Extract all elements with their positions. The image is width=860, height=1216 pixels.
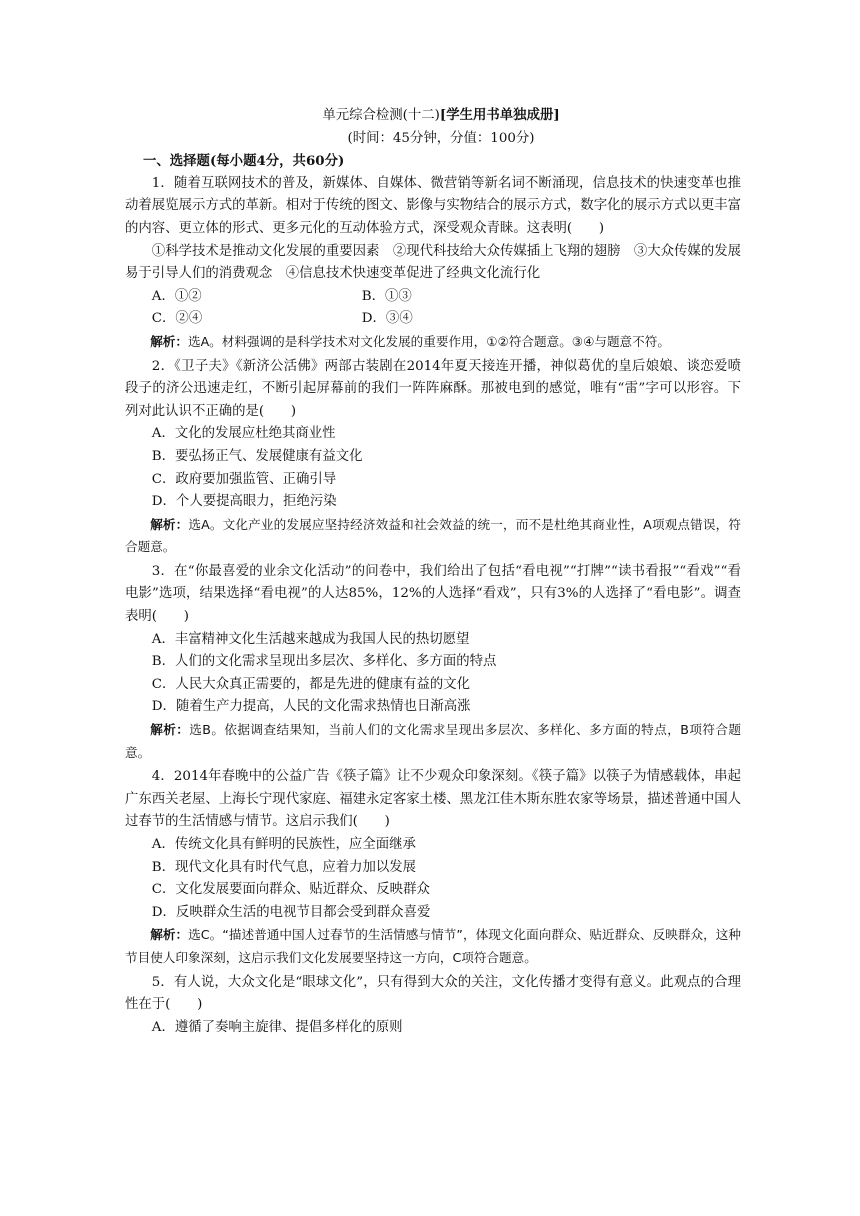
- answer-text: 选A。材料强调的是科学技术对文化发展的重要作用，①②符合题意。③④与题意不符。: [187, 333, 670, 349]
- option-d: D．随着生产力提高，人民的文化需求热情也日渐高涨: [151, 699, 471, 715]
- option-b: B．①③: [361, 288, 412, 304]
- option-c: C．政府要加强监管、正确引导: [151, 471, 337, 487]
- document-body: [125, 104, 741, 1039]
- option-a: A．①②: [151, 288, 202, 304]
- title-main: 单元综合检测(十二): [322, 108, 440, 123]
- question-1-options-row-2: [125, 308, 741, 331]
- question-4-answer: [125, 924, 741, 969]
- question-1-answer: [125, 331, 741, 354]
- title-edition-note: [学生用书单独成册]: [439, 107, 560, 123]
- question-3-answer: [125, 719, 741, 764]
- answer-text: 选B。依据调查结果知，当前人们的文化需求呈现出多层次、多样化、多方面的特点，B项符合题意。: [125, 722, 742, 760]
- option-d: D．反映群众生活的电视节目都会受到群众喜爱: [151, 904, 431, 920]
- answer-label: 解析：: [150, 927, 189, 943]
- question-2-stem: 2．《卫子夫》《新济公活佛》两部古装剧在2014年夏天接连开播，神似葛优的皇后娘娘、谈恋爱喷段子的济公迅速走红，不断引起屏幕前的我们一阵阵麻酥。那被电到的感觉，唯有“雷”字可以形容。下列对此认识不正确的是( ): [125, 358, 741, 419]
- option-b: B．要弘扬正气、发展健康有益文化: [151, 448, 363, 464]
- question-1-options-row-1: [125, 286, 741, 309]
- page-title: [125, 104, 741, 128]
- question-3-stem: 3．在“你最喜爱的业余文化活动”的问卷中，我们给出了包括“看电视”“打牌”“读书看报”“看戏”“看电影”选项，结果选择“看电视”的人达85%，12%的人选择“看戏”，只有3%的人选择了“看电影”。调查表明( ): [125, 563, 741, 625]
- option-c: C．文化发展要面向群众、贴近群众、反映群众: [151, 882, 430, 898]
- answer-text: 选A。文化产业的发展应坚持经济效益和社会效益的统一，而不是杜绝其商业性，A项观点错误，符合题意。: [125, 516, 742, 555]
- page-subtitle: (时间：45分钟，分值：100分): [347, 130, 535, 146]
- section-heading: 一、选择题(每小题4分，共60分): [143, 153, 345, 170]
- option-a: A．传统文化具有鲜明的民族性，应全面继承: [151, 837, 416, 852]
- answer-label: 解析：: [150, 333, 188, 349]
- option-c: C．②④: [151, 311, 203, 327]
- option-b: B．现代文化具有时代气息，应着力加以发展: [151, 859, 417, 875]
- answer-text: 选C。“描述普通中国人过春节的生活情感与情节”，体现文化面向群众、贴近群众、反映群众，这种节目使人印象深刻，这启示我们文化发展要坚持这一方向，C项符合题意。: [125, 927, 742, 965]
- option-d: D．个人要提高眼力，拒绝污染: [151, 494, 337, 510]
- answer-label: 解析：: [150, 516, 189, 532]
- option-d: D．③④: [361, 311, 413, 327]
- option-c: C．人民大众真正需要的，都是先进的健康有益的文化: [151, 676, 471, 692]
- answer-label: 解析：: [150, 722, 190, 738]
- question-1-statements: ①科学技术是推动文化发展的重要因素 ②现代科技给大众传媒插上飞翔的翅膀 ③大众传媒的发展易于引导人们的消费观念 ④信息技术快速变革促进了经典文化流行化: [125, 243, 741, 282]
- option-a: A．丰富精神文化生活越来越成为我国人民的热切愿望: [151, 631, 470, 647]
- question-4-stem: 4．2014年春晚中的公益广告《筷子篇》让不少观众印象深刻。《筷子篇》以筷子为情感载体，串起广东西关老屋、上海长宁现代家庭、福建永定客家土楼、黑龙江佳木斯东胜农家等场景，描述普通中国人过春节的生活情感与情节。这启示我们( ): [125, 769, 741, 830]
- option-a: A．文化的发展应杜绝其商业性: [151, 426, 336, 442]
- option-b: B．人们的文化需求呈现出多层次、多样化、多方面的特点: [151, 654, 497, 670]
- question-5-stem: 5．有人说，大众文化是“眼球文化”，只有得到大众的关注，文化传播才变得有意义。此观点的合理性在于( ): [125, 974, 741, 1013]
- question-2-answer: [125, 514, 741, 559]
- question-1-stem: 1．随着互联网技术的普及，新媒体、自媒体、微营销等新名词不断涌现，信息技术的快速变革也推动着展览展示方式的革新。相对于传统的图文、影像与实物结合的展示方式，数字化的展示方式以更丰富的内容、更立体的形式、更多元化的互动体验方式，深受观众青睐。这表明( ): [125, 175, 741, 236]
- option-a: A．遵循了奏响主旋律、提倡多样化的原则: [151, 1019, 403, 1035]
